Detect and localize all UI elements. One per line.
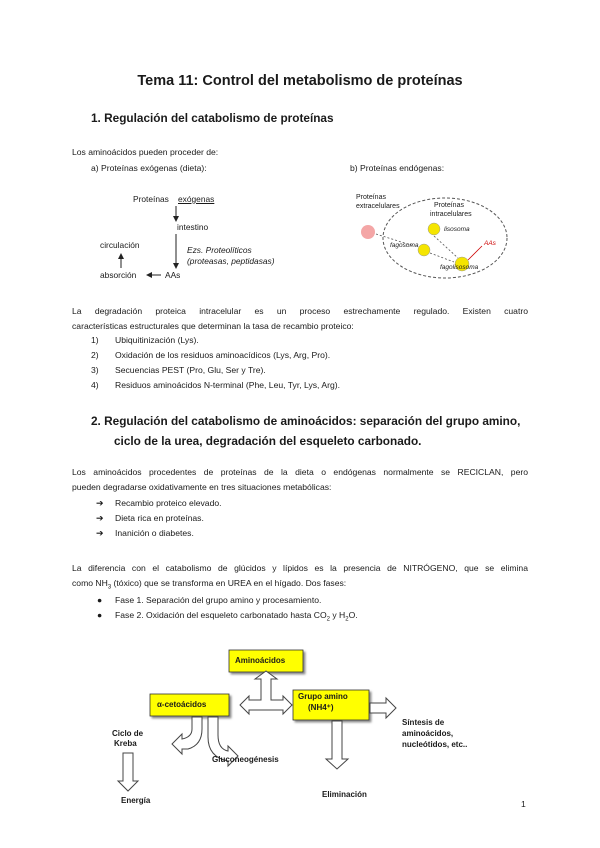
diagram-sintesis-1: Síntesis de <box>402 718 445 727</box>
list-item: ● Fase 2. Oxidación del esqueleto carbonatado hasta $CO_2$ y $H_2O$. <box>97 610 358 623</box>
fig-b-intra-2: intracelulares <box>430 211 472 218</box>
page-number: 1 <box>521 799 526 809</box>
diagram-energia: Energía <box>121 796 151 805</box>
fig-a-exogenas: exógenas <box>178 194 215 204</box>
fig-a-enzimas-2: (proteasas, peptidasas) <box>187 256 275 266</box>
nitrogen-line-2: como $NH_3$ (tóxico) que se transforma en UREA en el hígado. Dos fases: <box>72 578 347 591</box>
elimination-arrow <box>326 721 348 769</box>
list-item: 3) Secuencias PEST (Pro, Glu, Ser y Tre). <box>91 365 266 375</box>
amino-acid-catabolism-diagram <box>100 645 520 815</box>
recycle-line-1: Los aminoácidos procedentes de proteínas de la dieta o endógenas normalmente se RECICLAN, pero <box>72 467 528 477</box>
fig-b-lisosoma: lisosoma <box>444 226 470 233</box>
list-item: ➔ Inanición o diabetes. <box>91 526 222 541</box>
fig-b-aas: AAs <box>484 240 496 247</box>
fig-b-fagolisosoma: fagolisosoma <box>440 264 479 271</box>
page-title: Tema 11: Control del metabolismo de proteínas <box>137 73 463 89</box>
fig-a-proteinas: Proteínas <box>133 194 169 204</box>
central-block-arrow <box>240 671 292 714</box>
lysosome-dot <box>428 223 440 235</box>
fig-a-absorcion: absorción <box>100 270 137 280</box>
fig-b-extra-1: Proteínas <box>356 194 386 201</box>
diagram-grupo-amino-2: (NH4⁺) <box>308 703 334 712</box>
diagram-gluconeogenesis: Gluconeogénesis <box>212 755 279 764</box>
list-item: 2) Oxidación de los residuos aminoacídicos (Lys, Arg, Pro). <box>91 350 331 360</box>
fig-b-fagosoma: fagosoma <box>390 242 419 249</box>
list-item: 1) Ubiquitinización (Lys). <box>91 335 199 345</box>
diagram-ciclo-2: Kreba <box>114 739 137 748</box>
diagram-ciclo-1: Ciclo de <box>112 729 144 738</box>
list-item: ➔ Dieta rica en proteínas. <box>91 511 222 526</box>
extracellular-protein-dot <box>361 225 375 239</box>
krebs-arrow <box>172 717 202 754</box>
bullet-icon: ● <box>97 610 103 620</box>
list-item: ● Fase 1. Separación del grupo amino y procesamiento. <box>91 593 358 608</box>
section-2-heading-line-1: 2. Regulación del catabolismo de aminoácidos: separación del grupo amino, <box>91 414 521 428</box>
fig-a-circulacion: circulación <box>100 240 140 250</box>
diagram-eliminacion: Eliminación <box>322 790 367 799</box>
section-2-heading-line-2: ciclo de la urea, degradación del esqueleto carbonado. <box>114 434 422 448</box>
list-item: ➔ Recambio proteico elevado. <box>91 496 222 511</box>
energy-arrow <box>118 753 138 791</box>
diagram-grupo-amino-1: Grupo amino <box>298 692 348 701</box>
phases-list <box>91 593 358 628</box>
endogenous-label: b) Proteínas endógenas: <box>350 163 445 173</box>
fig-a-enzimas-1: Ezs. Proteolíticos <box>187 245 252 255</box>
synthesis-arrow <box>370 698 396 718</box>
arrow-right-icon: ➔ <box>96 528 104 538</box>
nitrogen-line-1: La diferencia con el catabolismo de glúcidos y lípidos es la presencia de NITRÓGENO, que se elimina <box>72 563 528 573</box>
arrow-right-icon: ➔ <box>96 513 104 523</box>
fig-a-aas: AAs <box>165 270 181 280</box>
section-1-heading: 1. Regulación del catabolismo de proteínas <box>91 111 334 125</box>
intro-text: Los aminoácidos pueden proceder de: <box>72 147 219 157</box>
diagram-sintesis-3: nucleótidos, etc.. <box>402 740 468 749</box>
degradation-line-2: características estructurales que determinan la tasa de recambio proteico: <box>72 321 354 331</box>
bullet-icon: ● <box>97 595 103 605</box>
diagram-arrows <box>100 645 520 815</box>
fig-a-arrows <box>95 188 285 288</box>
diagram-cetoacidos: α-cetoácidos <box>157 700 207 709</box>
phagosome-dot <box>418 244 430 256</box>
endogenous-figure <box>352 188 512 288</box>
diagram-sintesis-2: aminoácidos, <box>402 729 454 738</box>
degradation-line-1: La degradación proteica intracelular es un proceso estrechamente regulado. Existen cuatro <box>72 306 528 316</box>
exogenous-label: a) Proteínas exógenas (dieta): <box>91 163 207 173</box>
arrow-right-icon: ➔ <box>96 498 104 508</box>
recycle-line-2: pueden degradarse oxidativamente en tres situaciones metabólicas: <box>72 482 332 492</box>
diagram-aminoacidos: Aminoácidos <box>235 656 286 665</box>
fig-a-intestino: intestino <box>177 222 209 232</box>
exogenous-figure <box>95 188 285 288</box>
fig-b-extra-2: extracelulares <box>356 203 400 210</box>
list-item: 4) Residuos aminoácidos N-terminal (Phe, Leu, Tyr, Lys, Arg). <box>91 380 340 390</box>
situations-list <box>91 496 222 541</box>
fig-b-intra-1: Proteínas <box>434 202 464 209</box>
features-list <box>91 333 521 393</box>
